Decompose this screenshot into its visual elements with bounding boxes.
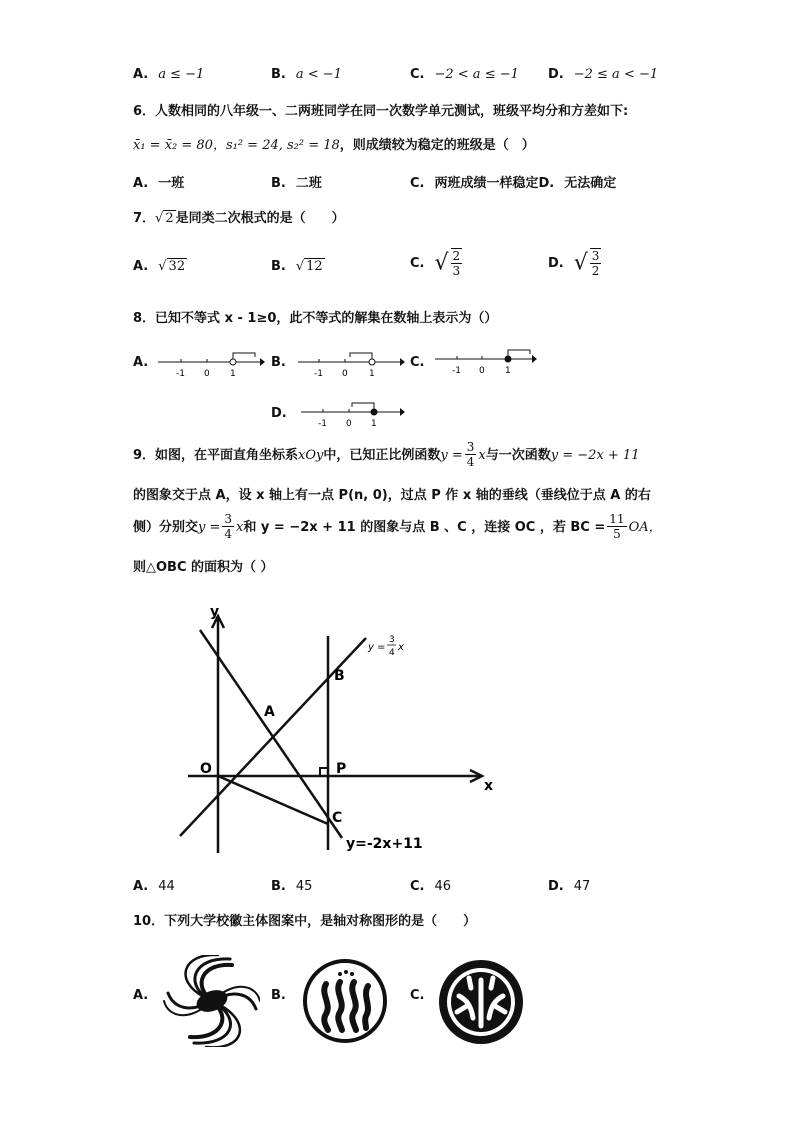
q7-option-a: A. √ 32: [133, 259, 186, 274]
q6-condition-math: x̄₁ = x̄₂ = 80，s₁² = 24, s₂² = 18: [133, 138, 340, 153]
q7-option-c: C. √ $\frac{2}{3}$: [410, 249, 461, 278]
q10-label-c: C.: [410, 988, 425, 1003]
point-b-label: B: [334, 668, 345, 684]
q7-stem: 7．√ 2 是同类二次根式的是（ ）: [133, 211, 345, 226]
q7-option-b: B. √ 12: [271, 259, 323, 274]
q6-option-c: C. 两班成绩一样稳定D. 无法确定: [410, 176, 617, 191]
svg-text:0: 0: [342, 369, 348, 379]
q10-label-a: A.: [133, 988, 149, 1003]
q7-option-d: D. √ $\frac{3}{2}$: [548, 249, 600, 278]
q6-condition-text: ，则成绩较为稳定的班级是（ ）: [339, 138, 535, 153]
q6-condition: [133, 134, 535, 153]
q5-option-d: D. −2 ≤ a < −1: [548, 67, 659, 82]
q8-label-b: B.: [271, 355, 286, 370]
line-linear: [200, 630, 342, 838]
q6-stem: 6．人数相同的八年级一、二两班同学在同一次数学单元测试，班级平均分和方差如下:: [133, 104, 629, 119]
segment-oc: [218, 776, 328, 824]
svg-text:-1: -1: [176, 369, 185, 379]
svg-text:y =: y =: [368, 642, 386, 653]
svg-text:0: 0: [479, 366, 485, 376]
q7-stem-text: 是同类二次根式的是（ ）: [175, 211, 345, 226]
svg-text:-1: -1: [318, 419, 327, 429]
q8-label-c: C.: [410, 355, 425, 370]
point-p-label: P: [336, 761, 347, 777]
svg-text:4: 4: [389, 648, 395, 658]
q9-option-d: D. 47: [548, 879, 591, 894]
svg-text:1: 1: [230, 369, 236, 379]
q9-line4: 则△OBC 的面积为（ ）: [133, 560, 274, 575]
x-axis-label: x: [484, 778, 494, 794]
q9-option-c: C. 46: [410, 879, 452, 894]
svg-text:-1: -1: [314, 369, 323, 379]
line-linear-label: y=-2x+11: [346, 836, 423, 852]
q9-line2: 的图象交于点 A，设 x 轴上有一点 P(n, 0)，过点 P 作 x 轴的垂线（垂线位于点 A 的右: [133, 488, 651, 503]
point-c-label: C: [332, 810, 343, 826]
q9-option-a: A. 44: [133, 879, 175, 894]
svg-text:3: 3: [389, 635, 395, 645]
q7-radicand: 2: [165, 211, 174, 226]
q8-numberline-d: [298, 398, 408, 430]
q5-option-a: A. a ≤ −1: [133, 67, 205, 82]
q10-emblem-b-waves-icon: [302, 958, 388, 1044]
q9-line1: 9．如图，在平面直角坐标系xOy中，已知正比例函数y = $\frac{3}{4}$ x与一次函数y = −2x + 11: [133, 440, 640, 469]
q9-line3: 侧）分别交y = $\frac{3}{4}$ x和 y = −2x + 11 的图象与点 B 、C ，连接 OC ，若 BC = $\frac{11}{5}$ OA，: [133, 512, 662, 541]
q8-numberline-b: [295, 348, 405, 380]
svg-text:1: 1: [371, 419, 377, 429]
q8-numberline-c: [432, 345, 542, 377]
q5-option-c: C. −2 < a ≤ −1: [410, 67, 519, 82]
svg-text:x: x: [398, 642, 404, 653]
q6-option-b: B. 二班: [271, 176, 322, 191]
svg-text:1: 1: [505, 366, 511, 376]
q10-emblem-a-swirl-icon: [162, 955, 260, 1047]
svg-text:1: 1: [369, 369, 375, 379]
origin-label: O: [200, 761, 212, 777]
q10-label-b: B.: [271, 988, 286, 1003]
q8-label-a: A.: [133, 355, 149, 370]
svg-text:0: 0: [204, 369, 210, 379]
q8-label-d: D.: [271, 406, 287, 421]
q10-stem: 10．下列大学校徽主体图案中，是轴对称图形的是（ ）: [133, 914, 477, 929]
q5-option-b: B. a < −1: [271, 67, 342, 82]
svg-text:0: 0: [346, 419, 352, 429]
point-a-label: A: [264, 704, 275, 720]
q6-option-a: A. 一班: [133, 176, 185, 191]
q10-emblem-c-pku-icon: [437, 958, 525, 1046]
q9-option-b: B. 45: [271, 879, 313, 894]
svg-text:-1: -1: [452, 366, 461, 376]
q8-stem: 8．已知不等式 x - 1≥0，此不等式的解集在数轴上表示为（）: [133, 311, 498, 326]
q8-numberline-a: [155, 348, 265, 380]
q9-coordinate-figure: [170, 598, 510, 863]
line-proportional-label: [367, 635, 404, 658]
y-axis-label: y: [210, 604, 220, 620]
